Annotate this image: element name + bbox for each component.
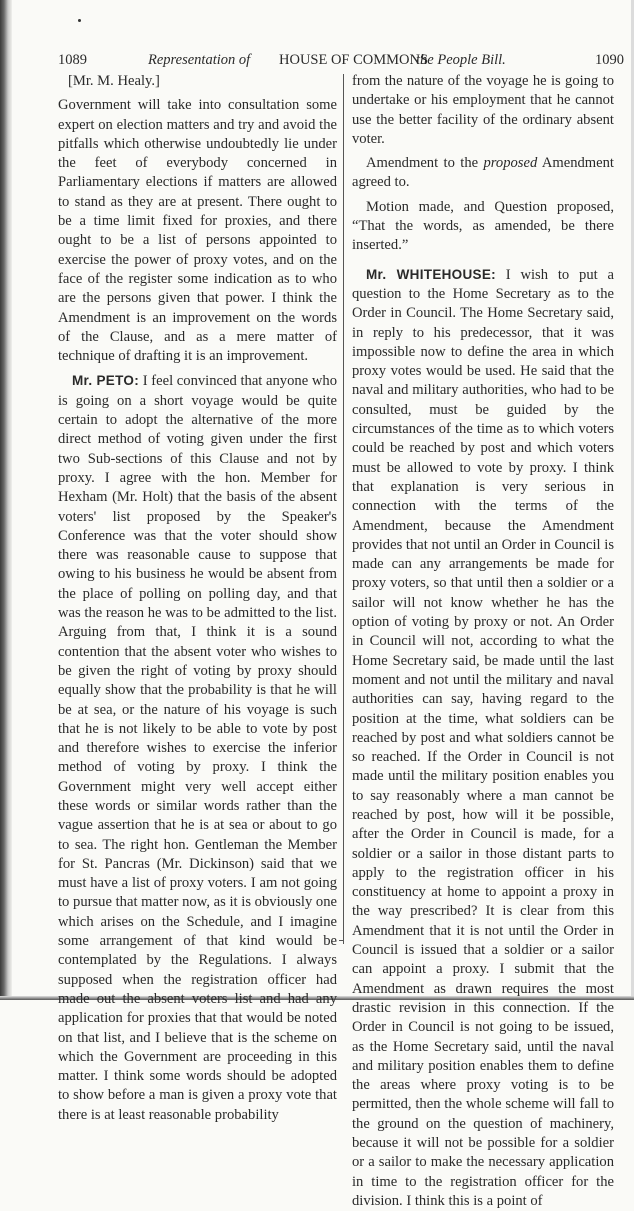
scan-left-edge — [0, 0, 12, 1000]
paragraph — [352, 72, 614, 149]
right-column — [352, 72, 614, 1211]
paragraph-text: Government will take into consultation some expert on election matters and try and avoid the pitfalls which otherwise undoubtedly lie under the feet of everybody concerned in Parliamentary elections if matters are allowed to stand as they are at present. There ought to be a time limit fixed for proxies, and there ought to be a list of persons appointed to exercise the power of proxy votes, and on the face of the register some indication as to who are the persons given that power. I think the Amendment is an improvement on the words of the Clause, and as a mere matter of technique of drafting it is an improvement. — [58, 97, 337, 365]
motion-text: Motion made, and Question proposed, “That the words, as amended, be there inserted.” — [352, 198, 614, 254]
paragraph — [352, 198, 614, 256]
page-number-left: 1089 — [58, 52, 87, 68]
column-divider-tick — [339, 940, 344, 941]
running-title-left: Representation of — [148, 52, 251, 68]
paragraph-text: I wish to put a question to the Home Secretary as to the Order in Council. The Home Secretary said, in reply to his predecessor, that it was impossible now to define the area in which proxy votes would be used. He said that the naval and military authorities, who had to be consulted, must be guided by the circumstances of the time as to which voters could be reached by post and which voters must be allowed to vote by proxy. I think that explanation is very serious in connection with the terms of the Amendment, because the Amendment provides that not until an Order in Council is made can any arrangements be made for proxy voters, so that until then a soldier or a sailor will not know whether he has the option of voting by proxy or not. An Order in Council will not, according to what the Home Secretary said, be made until the last moment and not until the military and naval authorities can say, having regard to the position at the time, what soldiers can be reached by post and what soldiers cannot be so reached. If the Order in Council is not made until the military position enables you to say reasonably where a man cannot be reached by post, how will it be possible, after the Order in Council is made, for a soldier or a sailor in those distant parts to apply to the registration officer in his constituency at home to appoint a proxy in the way prescribed? It is clear from this Amendment that it is not until the Order in Council is issued that a soldier or a sailor can appoint a proxy. I submit that the Amendment as drawn requires the most drastic revision in this connection. If the Order in Council is not going to be issued, as the Home Secretary said, until the naval and military position enables them to define the areas where proxy voting is to be permitted, then the whole scheme will fall to the ground on the question of machinery, because it will not be possible for a soldier or a sailor to make the necessary application in time to the registration officer for the division. I think this is a point of — [352, 266, 614, 1209]
speaker-name: Mr. WHITEHOUSE: — [366, 266, 496, 282]
running-title-house: HOUSE OF COMMONS — [279, 52, 429, 68]
speaker-name: Mr. PETO: — [72, 373, 140, 389]
amendment-text-post: Amendment agreed to. — [352, 155, 614, 191]
page-header — [58, 52, 624, 72]
paragraph — [58, 96, 337, 366]
paragraph — [58, 371, 337, 1125]
column-divider — [343, 74, 344, 944]
paragraph — [352, 154, 614, 193]
page-number-right: 1090 — [595, 52, 624, 68]
amendment-text-pre: Amendment to the — [366, 155, 479, 172]
paragraph — [352, 265, 614, 1211]
amendment-text-italic: proposed — [483, 155, 538, 172]
left-column — [58, 72, 337, 1125]
paragraph-text: I feel convinced that anyone who is going on a short voyage would be quite certain to adopt the alternative of the more direct method of voting given under the first two Sub-sections of this Clause and not by proxy. I agree with the hon. Member for Hexham (Mr. Holt) that the basis of the absent voters' list proposed by the Speaker's Conference was that the voter should show there was reasonable cause to suppose that owing to his business he would be absent from the place of polling on polling day, and that was the reason he was to be admitted to the list. Arguing from that, I think it is a sound contention that the absent voter who wishes to be given the right of voting by proxy should equally show that the probability is that he will be at sea, or the nature of his voyage is such that he is not likely to be able to vote by post and therefore wishes to exercise the inferior method of voting by proxy. I think the Government might very well accept either these words or similar words rather than the vague assertion that he is at sea or about to go to sea. The right hon. Gentleman the Member for St. Pancras (Mr. Dickinson) said that we must have a list of proxy voters. I am not going to pursue that matter now, as it is obviously one which arises on the Schedule, and I imagine some arrangement of that kind would be contemplated by the Regulations. I always supposed when the registration officer had made out the absent voters list and had any application for proxies that that would be noted on that list, and I believe that is the scheme on which the Government are proceeding in this matter. I think some words should be adopted to show before a man is given a proxy vote that there is at least reasonable probability — [58, 373, 337, 1123]
speaker-attribution: [Mr. M. Healy.] — [68, 73, 160, 89]
scan-speck — [78, 19, 81, 22]
running-title-right: the People Bill. — [416, 52, 506, 68]
paragraph-text: from the nature of the voyage he is going to undertake or his employment that he cannot use the better facility of the ordinary absent voter. — [352, 73, 614, 147]
